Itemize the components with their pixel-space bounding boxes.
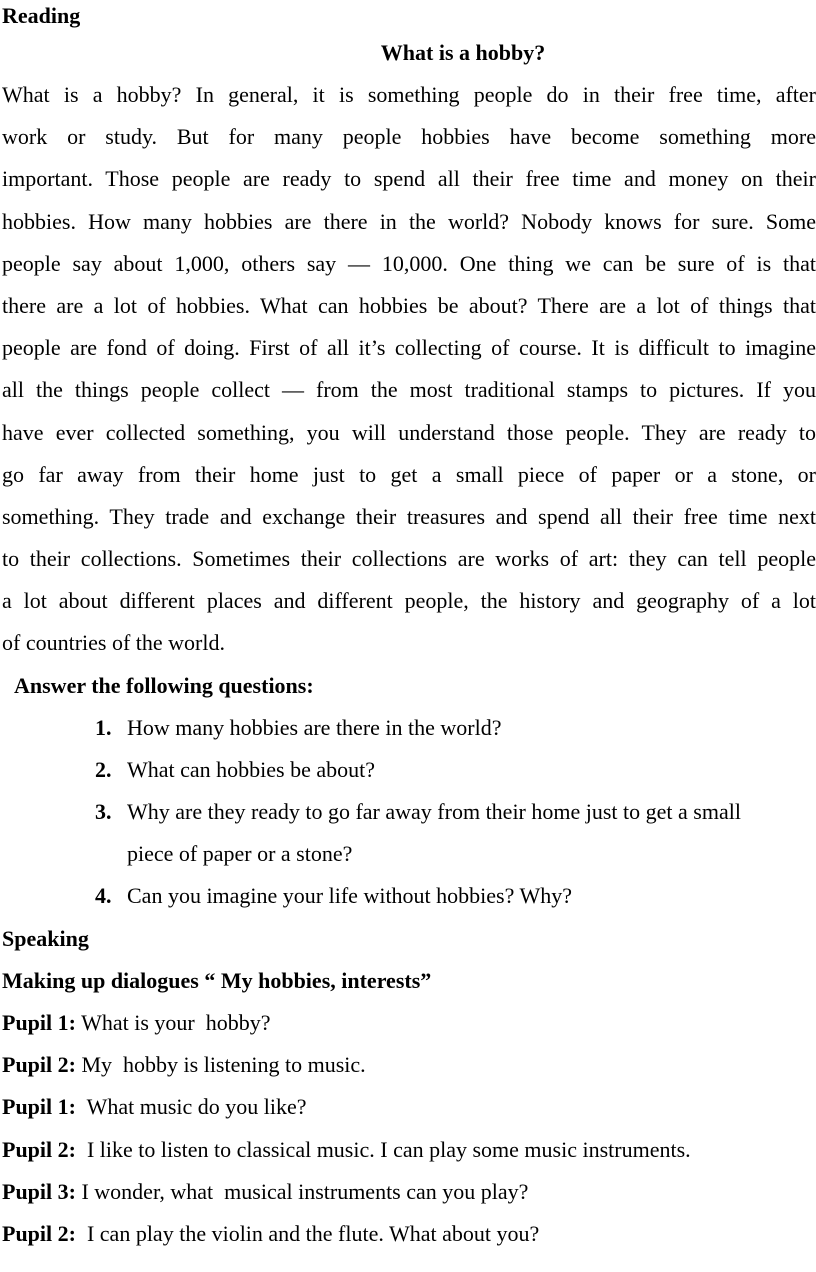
paragraph-line: important. Those people are ready to spend all their free time and money on their — [2, 166, 816, 192]
question-continuation: piece of paper or a stone? — [127, 841, 353, 867]
questions-heading: Answer the following questions: — [14, 672, 314, 698]
paragraph-line: go far away from their home just to get a small piece of paper or a stone, or — [2, 461, 816, 487]
dialogue-line — [2, 1213, 814, 1255]
dialogue-text: What is your hobby? — [75, 1009, 271, 1035]
dialogue-text: I like to listen to classical music. I can play some music instruments. — [75, 1136, 691, 1162]
reading-heading: Reading — [2, 3, 81, 28]
dialogue-text: What music do you like? — [75, 1094, 307, 1120]
dialogue-line — [2, 1129, 814, 1171]
dialogue-line — [2, 1002, 814, 1044]
dialogue-line — [2, 1086, 814, 1128]
paragraph-line: of countries of the world. — [2, 630, 225, 656]
speaker-label: Pupil 3: — [2, 1178, 76, 1204]
paragraph-line: a lot about different places and different people, the history and geography of a lot — [2, 588, 816, 614]
question-number: 2. — [95, 756, 112, 782]
speaking-heading: Speaking — [2, 925, 89, 951]
question-number: 3. — [95, 799, 112, 824]
paragraph-line: people say about 1,000, others say — 10,000. One thing we can be sure of is that — [2, 250, 816, 276]
reading-paragraph — [2, 74, 816, 665]
paragraph-line: all the things people collect — from the most traditional stamps to pictures. If you — [2, 377, 816, 403]
question-text: Can you imagine your life without hobbies? Why? — [127, 883, 573, 909]
question-item — [2, 707, 814, 749]
speaker-label: Pupil 2: — [2, 1052, 76, 1078]
question-number: 4. — [95, 883, 112, 909]
paragraph-line: there are a lot of hobbies. What can hobbies be about? There are a lot of things that — [2, 292, 816, 318]
dialogue-line — [2, 1171, 814, 1213]
speaker-label: Pupil 1: — [2, 1094, 76, 1120]
dialogue-text: My hobby is listening to music. — [75, 1052, 366, 1078]
question-item — [2, 791, 814, 833]
dialogue-text: I wonder, what musical instruments can you play? — [75, 1178, 529, 1204]
speaker-label: Pupil 2: — [2, 1220, 76, 1246]
dialogue-text: I can play the violin and the flute. What about you? — [75, 1220, 540, 1246]
paragraph-line: What is a hobby? In general, it is something people do in their free time, after — [2, 82, 816, 107]
speaking-subheading: Making up dialogues “ My hobbies, interests” — [2, 967, 432, 993]
question-item — [2, 749, 814, 791]
paragraph-line: people are fond of doing. First of all it’s collecting of course. It is difficult to imagine — [2, 335, 816, 361]
speaker-label: Pupil 1: — [2, 1009, 76, 1035]
dialogue — [2, 1002, 814, 1255]
question-text: Why are they ready to go far away from their home just to get a small — [127, 799, 741, 824]
questions-list — [2, 707, 814, 918]
question-number: 1. — [95, 714, 112, 740]
dialogue-line — [2, 1044, 814, 1086]
question-text: What can hobbies be about? — [127, 756, 376, 782]
paragraph-line: something. They trade and exchange their treasures and spend all their free time next — [2, 503, 816, 529]
paragraph-line: hobbies. How many hobbies are there in the world? Nobody knows for sure. Some — [2, 208, 816, 234]
paragraph-line: have ever collected something, you will understand those people. They are ready to — [2, 419, 816, 445]
paragraph-line: to their collections. Sometimes their collections are works of art: they can tell people — [2, 546, 816, 572]
question-text: How many hobbies are there in the world? — [127, 714, 502, 740]
reading-title: What is a hobby? — [380, 40, 546, 65]
question-item — [2, 875, 814, 917]
speaker-label: Pupil 2: — [2, 1136, 76, 1162]
paragraph-line: work or study. But for many people hobbies have become something more — [2, 124, 816, 150]
